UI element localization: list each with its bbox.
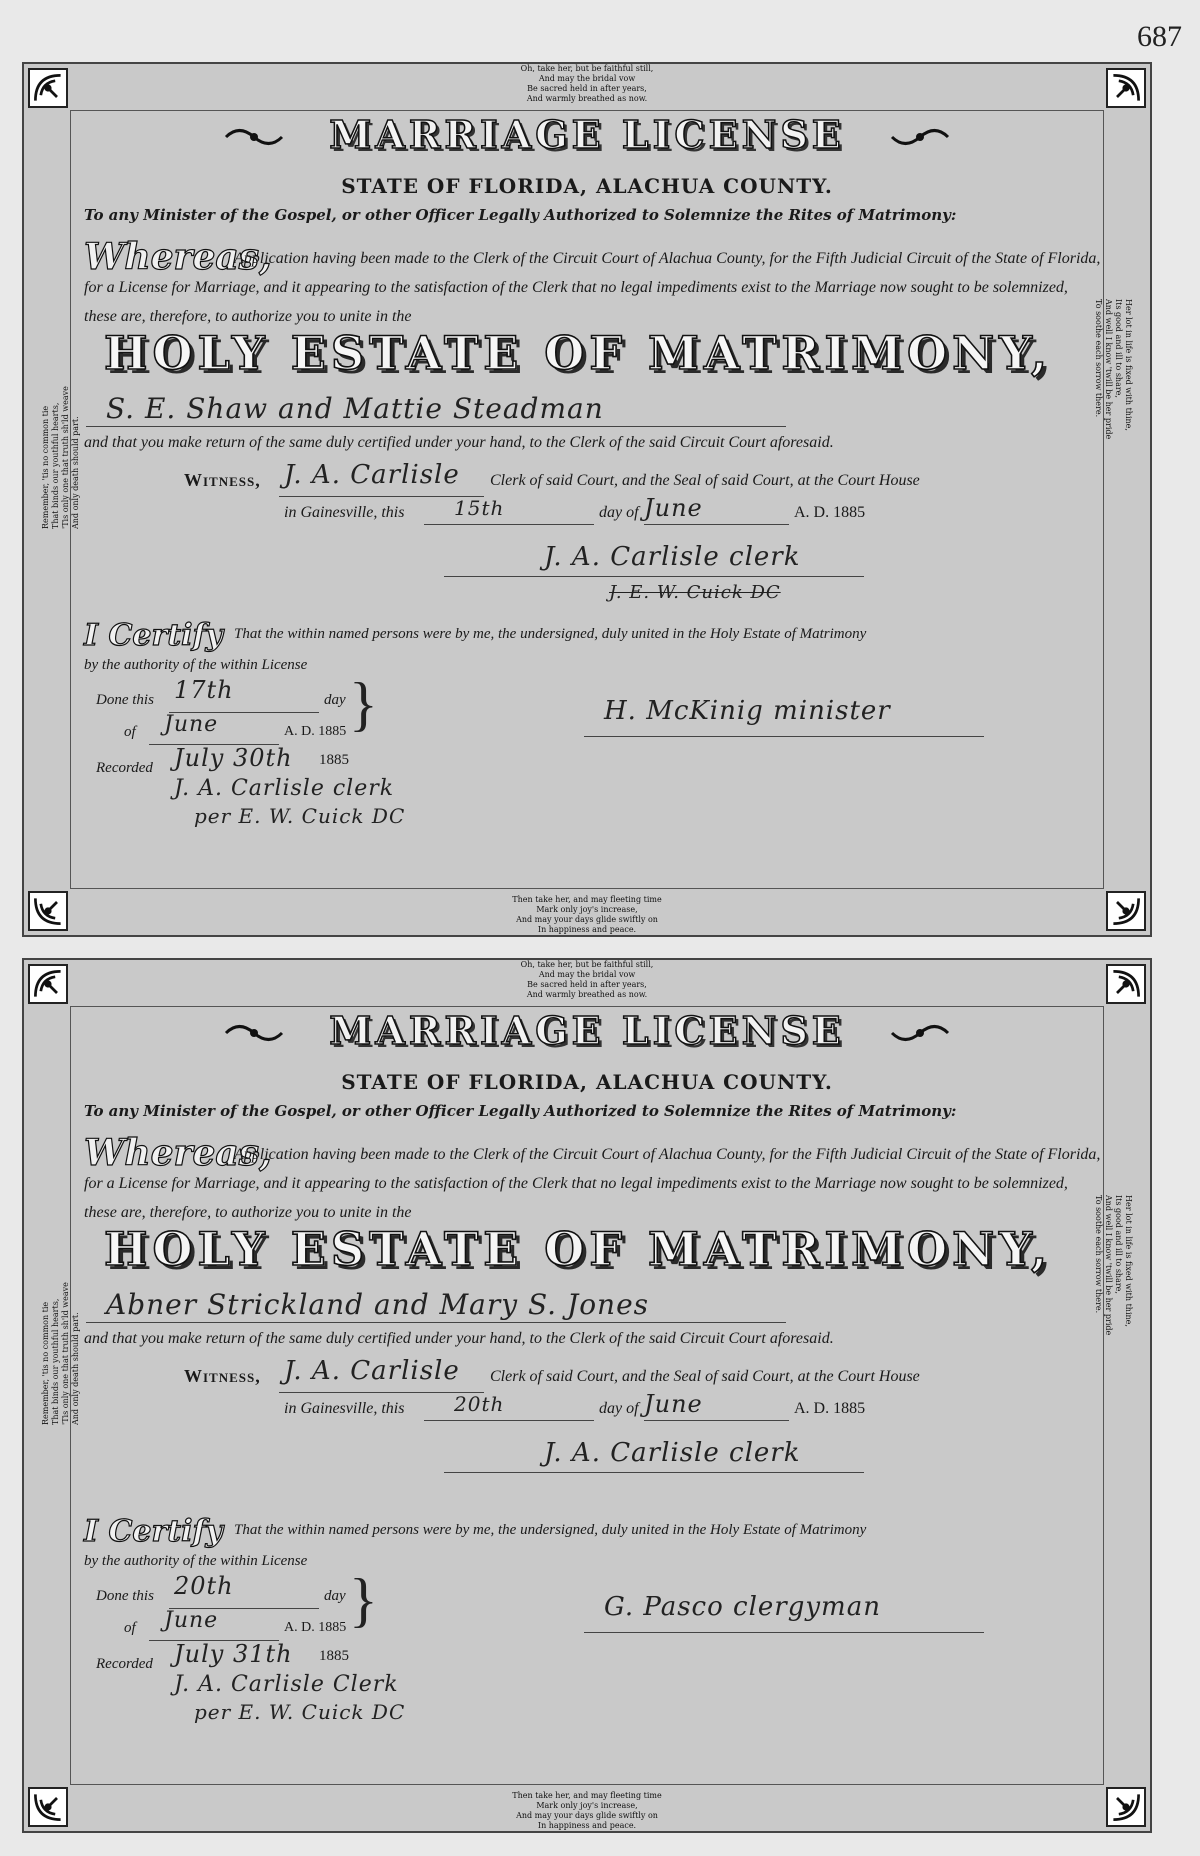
issue-month: June xyxy=(644,494,703,522)
corner-ornament-icon xyxy=(1106,68,1146,108)
ceremony-month: June xyxy=(164,1608,219,1633)
done-this-label: Done this xyxy=(96,1588,154,1604)
day-label: day xyxy=(324,1588,346,1604)
witness-label: Witness, xyxy=(184,1366,261,1386)
bottom-verse: Then take her, and may fleeting time Mark only joy's increase, And may your days glide swiftly on In happiness and peace. xyxy=(512,895,662,934)
inner-frame xyxy=(70,1006,1104,1785)
couple-names-field xyxy=(86,1290,786,1323)
corner-ornament-icon xyxy=(28,68,68,108)
recorded-date: July 30th xyxy=(174,744,293,772)
issue-month-underline xyxy=(644,1420,789,1421)
clerk-signature-line xyxy=(444,576,864,577)
state-county-heading: STATE OF FLORIDA, ALACHUA COUNTY. xyxy=(341,1070,833,1094)
recorded-date: July 31th xyxy=(174,1640,293,1668)
day-label: day xyxy=(324,692,346,708)
couple-names: Abner Strickland and Mary S. Jones xyxy=(106,1288,650,1321)
issue-day: 15th xyxy=(454,496,505,520)
issue-day-underline xyxy=(424,1420,594,1421)
corner-ornament-icon xyxy=(28,891,68,931)
issue-year: A. D. 1885 xyxy=(794,1400,866,1417)
whereas-heading: Whereas, xyxy=(84,1132,272,1174)
right-side-verse: Her lot in life is fixed with thine, Its good and ill to share, And well I know 'twill be her pride To soothe each sorrow there. xyxy=(1094,299,1133,440)
license-title-banner xyxy=(24,112,1150,162)
officiant-signature: G. Pasco clergyman xyxy=(604,1592,881,1622)
bracket-icon: } xyxy=(349,1567,378,1633)
holy-estate-heading: HOLY ESTATE OF MATRIMONY, xyxy=(104,326,1053,380)
license-title-banner xyxy=(24,1008,1150,1058)
inner-frame xyxy=(70,110,1104,889)
top-verse: Oh, take her, but be faithful still, And may the bridal vow Be sacred held in after years, And warmly breathed as now. xyxy=(520,960,654,999)
officiant-signature-line xyxy=(584,736,984,737)
marriage-license-1 xyxy=(22,62,1152,937)
flourish-icon xyxy=(224,124,284,150)
license-title: MARRIAGE LICENSE xyxy=(329,1008,845,1053)
ceremony-year: A. D. 1885 xyxy=(284,1620,347,1635)
bracket-icon: } xyxy=(349,671,378,737)
whereas-paragraph: Application having been made to the Clerk of the Circuit Court of Alachua County, for the Fifth Judicial Circuit of the State of Florida, for a License for Marriage, and it appearing to the satisfaction of the Clerk that no legal impediments exist to the Marriage now sought to be solemnized, these are, therefore, to authorize you to unite in the xyxy=(84,1146,1101,1221)
top-verse: Oh, take her, but be faithful still, And may the bridal vow Be sacred held in after years, And warmly breathed as now. xyxy=(520,64,654,103)
recorded-label: Recorded xyxy=(96,760,153,776)
day-of-label: day of xyxy=(599,504,639,521)
whereas-paragraph: Application having been made to the Clerk of the Circuit Court of Alachua County, for the Fifth Judicial Circuit of the State of Florida, for a License for Marriage, and it appearing to the satisfaction of the Clerk that no legal impediments exist to the Marriage now sought to be solemnized, these are, therefore, to authorize you to unite in the xyxy=(84,250,1101,325)
certify-heading: I Certify xyxy=(84,1514,223,1549)
right-side-verse: Her lot in life is fixed with thine, Its good and ill to share, And well I know 'twill be her pride To soothe each sorrow there. xyxy=(1094,1195,1133,1336)
license-title: MARRIAGE LICENSE xyxy=(329,112,845,157)
certify-statement: That the within named persons were by me, the undersigned, duly united in the Holy Estate of Matrimony xyxy=(234,626,867,642)
marriage-license-2 xyxy=(22,958,1152,1833)
ceremony-day: 20th xyxy=(174,1572,234,1600)
recording-deputy-signature: per E. W. Cuick DC xyxy=(194,1700,406,1724)
witness-clause: Clerk of said Court, and the Seal of said Court, at the Court House xyxy=(490,472,920,489)
ceremony-day: 17th xyxy=(174,676,234,704)
clerk-signature: J. A. Carlisle clerk xyxy=(544,542,801,572)
flourish-icon xyxy=(890,1020,950,1046)
location-label: in Gainesville, this xyxy=(284,504,405,521)
witness-clerk-name: J. A. Carlisle xyxy=(284,460,460,490)
certify-heading: I Certify xyxy=(84,618,223,653)
issue-day: 20th xyxy=(454,1392,505,1416)
recorded-year: 1885 xyxy=(319,752,349,768)
holy-estate-heading: HOLY ESTATE OF MATRIMONY, xyxy=(104,1222,1053,1276)
deputy-signature-struck: J. E. W. Cuick DC xyxy=(609,582,781,603)
corner-ornament-icon xyxy=(28,964,68,1004)
page-number: 687 xyxy=(1137,20,1182,53)
witness-clerk-name: J. A. Carlisle xyxy=(284,1356,460,1386)
left-side-verse: Remember, 'tis no common tie That binds our youthful hearts, 'Tis only one that truth sh'ld weave And only death should part. xyxy=(41,1282,80,1425)
flourish-icon xyxy=(224,1020,284,1046)
corner-ornament-icon xyxy=(1106,891,1146,931)
recorded-label: Recorded xyxy=(96,1656,153,1672)
officiant-signature-line xyxy=(584,1632,984,1633)
clerk-signature-line xyxy=(444,1472,864,1473)
clerk-signature: J. A. Carlisle clerk xyxy=(544,1438,801,1468)
issue-month: June xyxy=(644,1390,703,1418)
officiant-signature: H. McKinig minister xyxy=(604,696,891,726)
issue-year: A. D. 1885 xyxy=(794,504,866,521)
done-this-label: Done this xyxy=(96,692,154,708)
left-side-verse: Remember, 'tis no common tie That binds our youthful hearts, 'Tis only one that truth sh'ld weave And only death should part. xyxy=(41,386,80,529)
issue-day-underline xyxy=(424,524,594,525)
couple-names-field xyxy=(86,394,786,427)
corner-ornament-icon xyxy=(1106,964,1146,1004)
authority-line: by the authority of the within License xyxy=(84,1553,308,1569)
of-label: of xyxy=(124,1620,136,1636)
recorded-year: 1885 xyxy=(319,1648,349,1664)
location-label: in Gainesville, this xyxy=(284,1400,405,1417)
corner-ornament-icon xyxy=(28,1787,68,1827)
day-of-label: day of xyxy=(599,1400,639,1417)
issue-month-underline xyxy=(644,524,789,525)
ceremony-month: June xyxy=(164,712,219,737)
return-instruction: and that you make return of the same duly certified under your hand, to the Clerk of the said Circuit Court aforesaid. xyxy=(84,1330,834,1347)
flourish-icon xyxy=(890,124,950,150)
recording-clerk-signature: J. A. Carlisle clerk xyxy=(174,776,395,801)
authority-line: by the authority of the within License xyxy=(84,657,308,673)
couple-names: S. E. Shaw and Mattie Steadman xyxy=(106,392,604,425)
of-label: of xyxy=(124,724,136,740)
certify-statement: That the within named persons were by me, the undersigned, duly united in the Holy Estate of Matrimony xyxy=(234,1522,867,1538)
address-line: To any Minister of the Gospel, or other Officer Legally Authorized to Solemnize the Rites of Matrimony: xyxy=(84,206,957,224)
corner-ornament-icon xyxy=(1106,1787,1146,1827)
witness-clause: Clerk of said Court, and the Seal of said Court, at the Court House xyxy=(490,1368,920,1385)
return-instruction: and that you make return of the same duly certified under your hand, to the Clerk of the said Circuit Court aforesaid. xyxy=(84,434,834,451)
recording-clerk-signature: J. A. Carlisle Clerk xyxy=(174,1672,399,1697)
ceremony-year: A. D. 1885 xyxy=(284,724,347,739)
state-county-heading: STATE OF FLORIDA, ALACHUA COUNTY. xyxy=(341,174,833,198)
whereas-heading: Whereas, xyxy=(84,236,272,278)
address-line: To any Minister of the Gospel, or other Officer Legally Authorized to Solemnize the Rites of Matrimony: xyxy=(84,1102,957,1120)
recording-deputy-signature: per E. W. Cuick DC xyxy=(194,804,406,828)
bottom-verse: Then take her, and may fleeting time Mark only joy's increase, And may your days glide swiftly on In happiness and peace. xyxy=(512,1791,662,1830)
witness-label: Witness, xyxy=(184,470,261,490)
